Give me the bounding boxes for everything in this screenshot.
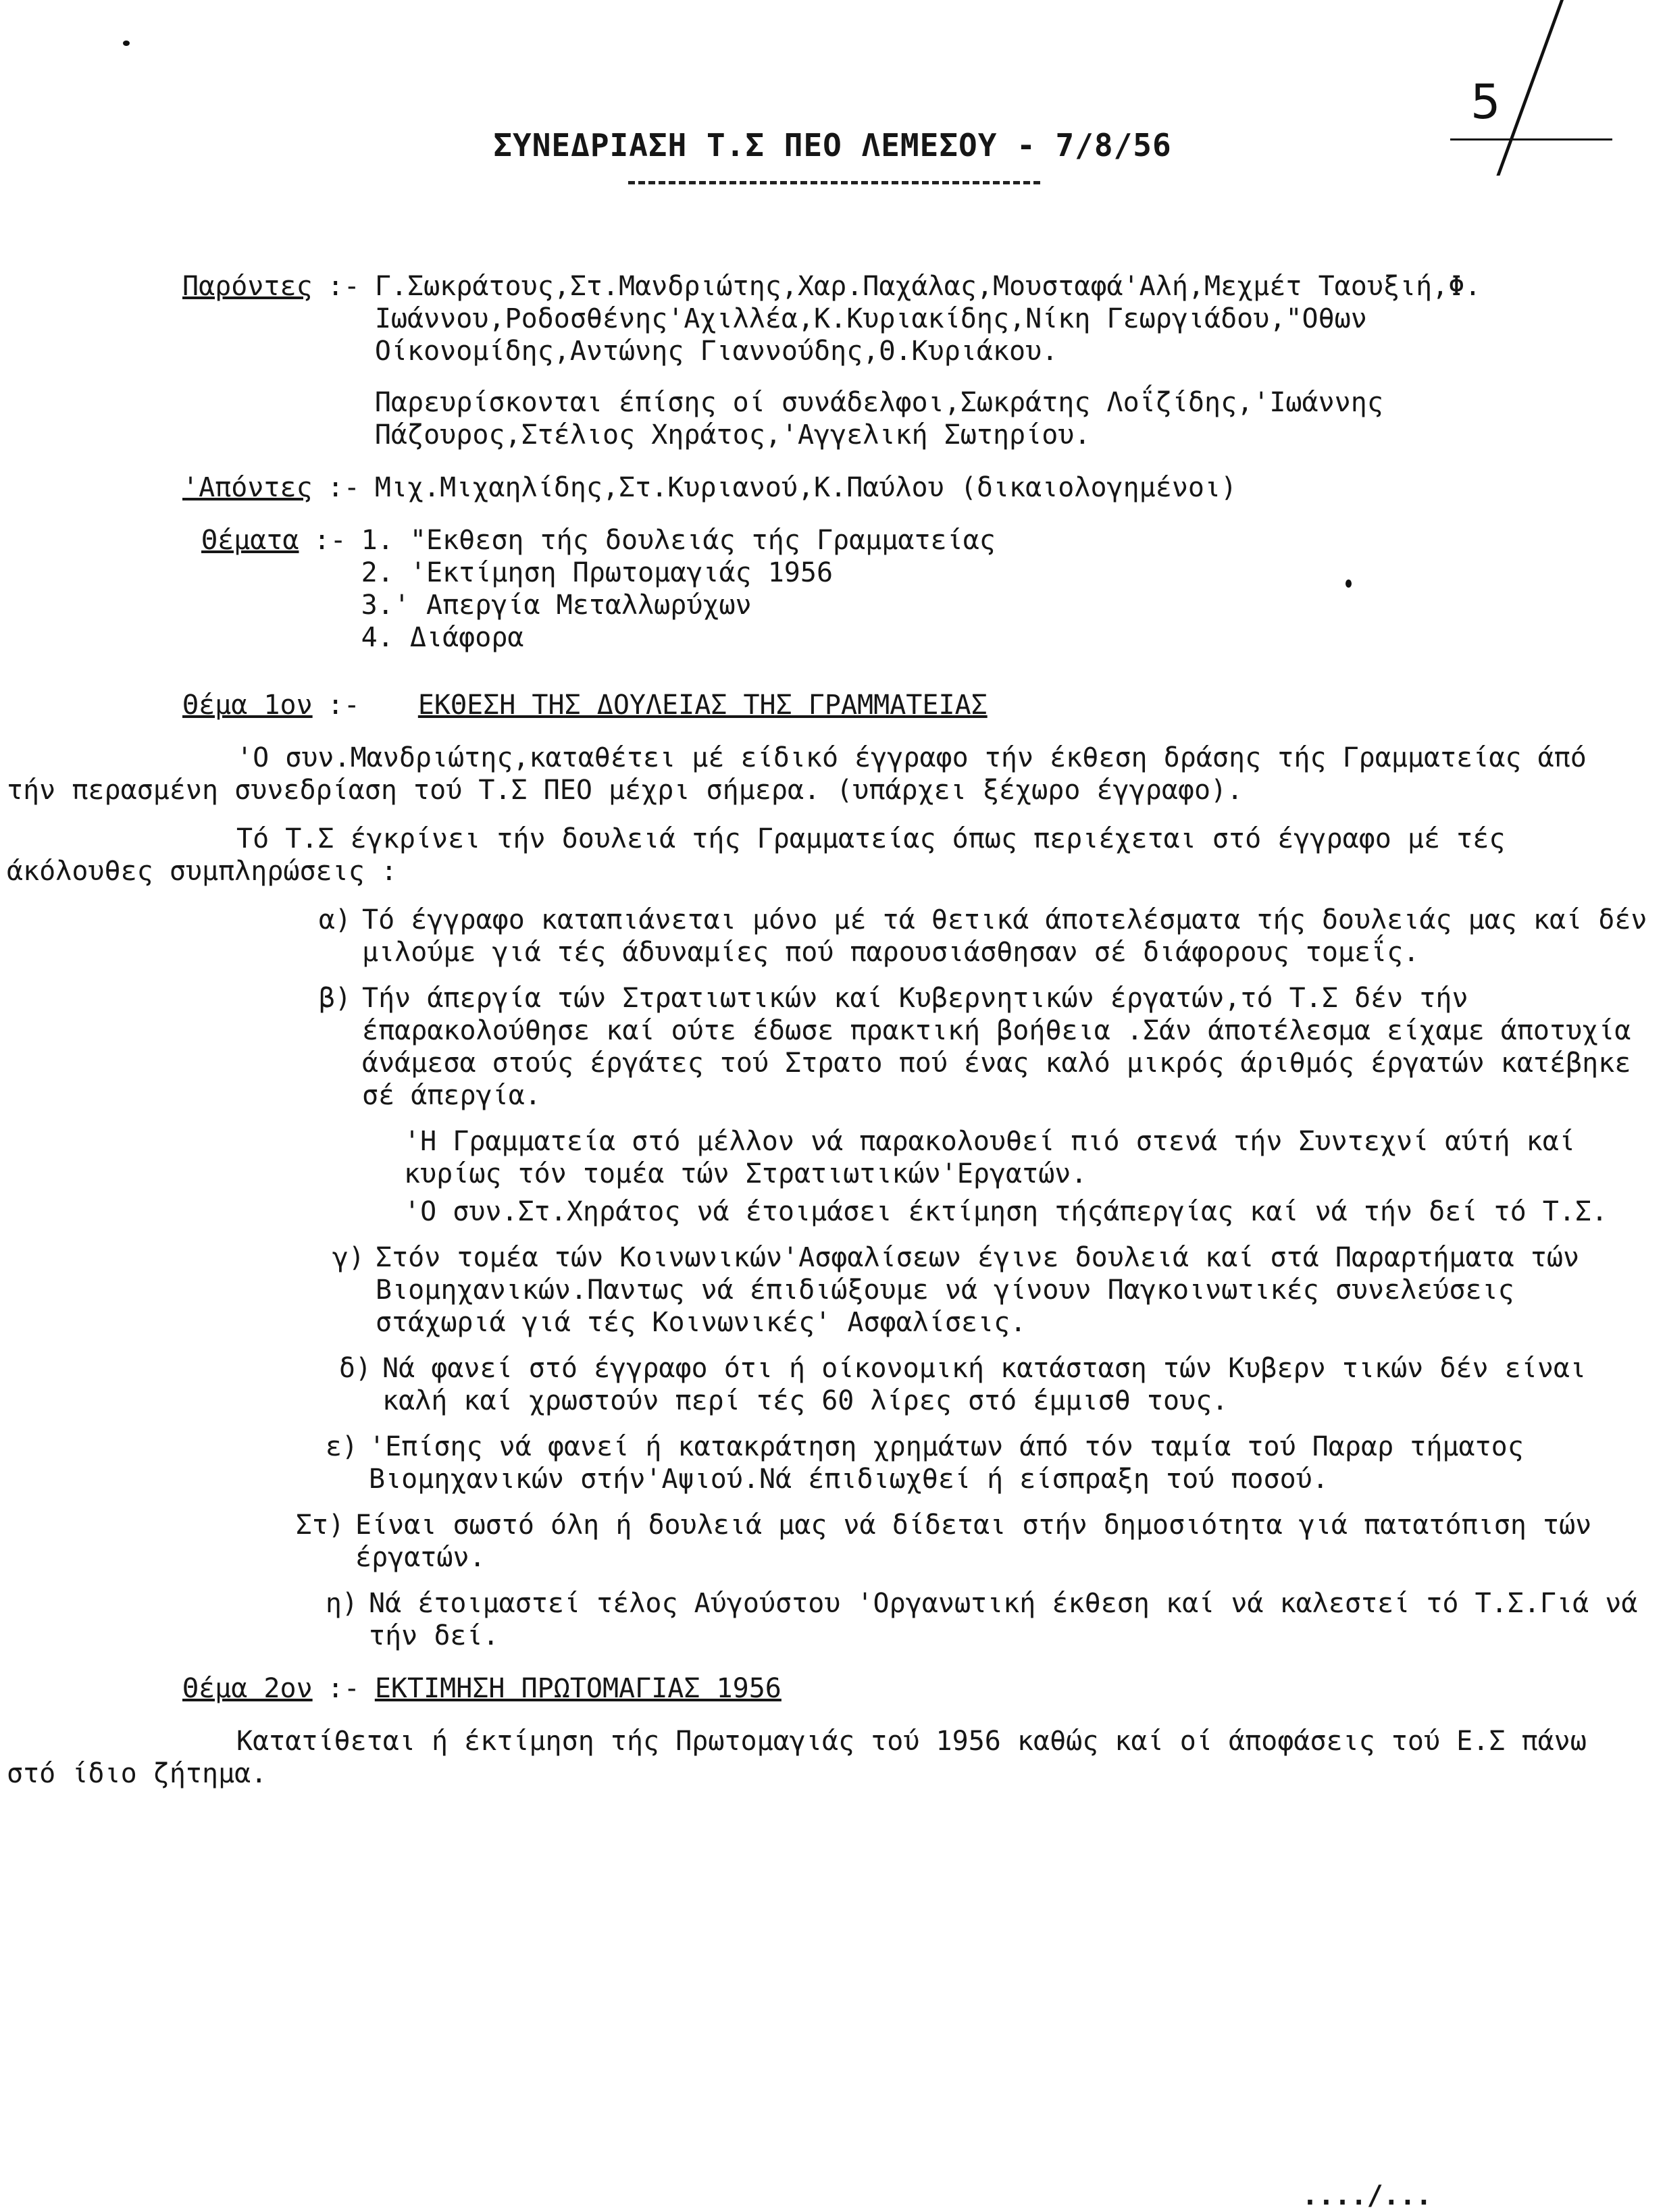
section-2-heading [182, 1672, 1648, 1705]
topics-label: Θέματα [201, 525, 299, 556]
absent-separator: :- [327, 472, 360, 503]
page-number: 5 [1470, 74, 1501, 130]
list-item [290, 1431, 1648, 1495]
section-1-items [182, 904, 1648, 1652]
item-marker: ε) [325, 1431, 358, 1462]
section-2-label: Θέμα 2ον [182, 1673, 313, 1704]
section-2-paragraph: Κατατίθεται ή έκτίμηση τής Πρωτομαγιάς τού 1956 καθώς καί οί άποφάσεις τού Ε.Σ πάνω στό ίδιο ζήτημα. [7, 1726, 1587, 1789]
present-row [182, 270, 1648, 451]
list-item [284, 904, 1648, 969]
also-present-text: Παρευρίσκονται έπίσης οί συνάδελφοι,Σωκράτης Λοΐζίδης,'Ιωάννης Πάζουρος,Στέλιος Χηράτος,'Αγγελική Σωτηρίου. [374, 387, 1383, 451]
item-text: Νά φανεί στό έγγραφο ότι ή οίκονομική κατάσταση τών Κυβερν τικών δέν είναι καλή καί χρωστούν περί τές 60 λίρες στό έμμισθ τους. [382, 1353, 1587, 1416]
present-label: Παρόντες [182, 271, 313, 302]
absent-members: Μιχ.Μιχαηλίδης,Στ.Κυριανού,Κ.Παύλου (δικαιολογημένοι) [374, 472, 1237, 503]
topic-item: 3.' Απεργία Μεταλλωρύχων [361, 590, 752, 621]
item-text: Τήν άπεργία τών Στρατιωτικών καί Κυβερνητικών έργατών,τό Τ.Σ δέν τήν έπαρακολούθησε καί ούτε έδωσε πρακτική βοήθεια .Σάν άποτέλεσμα είχαμε άποτυχία άνάμεσα στούς έργάτες τού Στρατο πού ένας καλό μικρός άριθμός έργατών κατέβηκε σέ άπεργία. [362, 983, 1631, 1111]
item-text: Στόν τομέα τών Κοινωνικών'Ασφαλίσεων έγινε δουλειά καί στά Παραρτήματα τών Βιομηχανικών.Παντως νά έπιδιώξουμε νά γίνουν Παγκοινωτικές συνελεύσεις στάχωριά γιά τές Κοινωνικές' Ασφαλίσεις. [376, 1242, 1580, 1338]
item-marker: δ) [338, 1353, 372, 1384]
topics-separator: :- [313, 525, 347, 556]
present-members: Γ.Σωκράτους,Στ.Μανδριώτης,Χαρ.Παχάλας,Μουσταφά'Αλή,Μεχμέτ Ταουξιή,Φ. Ιωάννου,Ροδοσθένης'Αχιλλέα,Κ.Κυριακίδης,Νίκη Γεωργιάδου,"Οθων Οίκονομίδης,Αντώνης Γιαννούδης,Θ.Κυριάκου. [374, 271, 1481, 367]
item-marker: α) [318, 904, 351, 935]
absent-row [182, 471, 1648, 504]
page-title: ΣΥΝΕΔΡΙΑΣΗ Τ.Σ ΠΕΟ ΛΕΜΕΣΟΥ - 7/8/56 [493, 127, 1172, 163]
absent-label: 'Απόντες [182, 472, 313, 503]
section-1-title: ΕΚΘΕΣΗ ΤΗΣ ΔΟΥΛΕΙΑΣ ΤΗΣ ΓΡΑΜΜΑΤΕΙΑΣ [417, 690, 988, 721]
item-note: 'Ο συν.Στ.Χηράτος νά έτοιμάσει έκτίμηση τήςάπεργίας καί νά τήν δεί τό Τ.Σ. [404, 1196, 1608, 1227]
section-1-heading [182, 689, 1648, 721]
item-marker: γ) [332, 1242, 365, 1273]
continuation-mark: ..../... [1302, 2180, 1432, 2211]
topics-row [182, 524, 1648, 654]
item-text: 'Επίσης νά φανεί ή κατακράτηση χρημάτων άπό τόν ταμία τού Παραρ τήματος Βιομηχανικών στήν'Αψιού.Νά έπιδιωχθεί ή είσπραξη τού ποσού. [369, 1431, 1524, 1495]
section-2-title: ΕΚΤΙΜΗΣΗ ΠΡΩΤΟΜΑΓΙΑΣ 1956 [374, 1673, 782, 1704]
list-item [277, 1509, 1648, 1574]
item-text: Νά έτοιμαστεί τέλος Αύγούστου 'Οργανωτική έκθεση καί νά καλεστεί τό Τ.Σ.Γιά νά τήν δεί. [369, 1588, 1638, 1651]
minutes-body [7, 270, 1648, 1806]
item-marker: η) [325, 1588, 358, 1619]
title-underline [628, 181, 1040, 184]
list-item [284, 982, 1648, 1112]
present-content [375, 270, 1648, 451]
topics-list [361, 524, 996, 654]
item-text: Είναι σωστό όλη ή δουλειά μας νά δίδεται στήν δημοσιότητα γιά πατατόπιση τών έργατών. [355, 1510, 1592, 1573]
list-item [304, 1352, 1648, 1417]
present-separator: :- [327, 271, 360, 302]
list-item [297, 1241, 1648, 1339]
topic-item: 2. 'Εκτίμηση Πρωτομαγιάς 1956 [361, 557, 834, 588]
section-2-separator: :- [327, 1673, 360, 1704]
item-marker: β) [318, 983, 351, 1014]
topic-item: 4. Διάφορα [361, 622, 524, 653]
section-1-paragraph: 'Ο συν.Μανδριώτης,καταθέτει μέ είδικό έγγραφο τήν έκθεση δράσης τής Γραμματείας άπό τήν περασμένη συνεδρίαση τού Τ.Σ ΠΕΟ μέχρι σήμερα. (υπάρχει ξέχωρο έγγραφο). [7, 742, 1587, 806]
item-note: 'Η Γραμματεία στό μέλλον νά παρακολουθεί πιό στενά τήν Συντεχνί αύτή καί κυρίως τόν τομέα τών Στρατιωτικών'Εργατών. [404, 1126, 1575, 1189]
section-1-separator: :- [327, 690, 360, 721]
scan-speck [123, 41, 130, 46]
list-item [290, 1587, 1648, 1652]
item-text: Τό έγγραφο καταπιάνεται μόνο μέ τά θετικά άποτελέσματα τής δουλειάς μας καί δέν μιλούμε γιά τές άδυναμίες πού παρουσιάσθησαν σέ διάφορους τομεΐς. [362, 904, 1647, 968]
section-1-label: Θέμα 1ον [182, 690, 313, 721]
topic-item: 1. "Εκθεση τής δουλειάς τής Γραμματείας [361, 525, 996, 556]
section-1-paragraph: Τό Τ.Σ έγκρίνει τήν δουλειά τής Γραμματείας όπως περιέχεται στό έγγραφο μέ τές άκόλουθες συμπληρώσεις : [7, 823, 1506, 887]
item-marker: Στ) [295, 1510, 344, 1541]
